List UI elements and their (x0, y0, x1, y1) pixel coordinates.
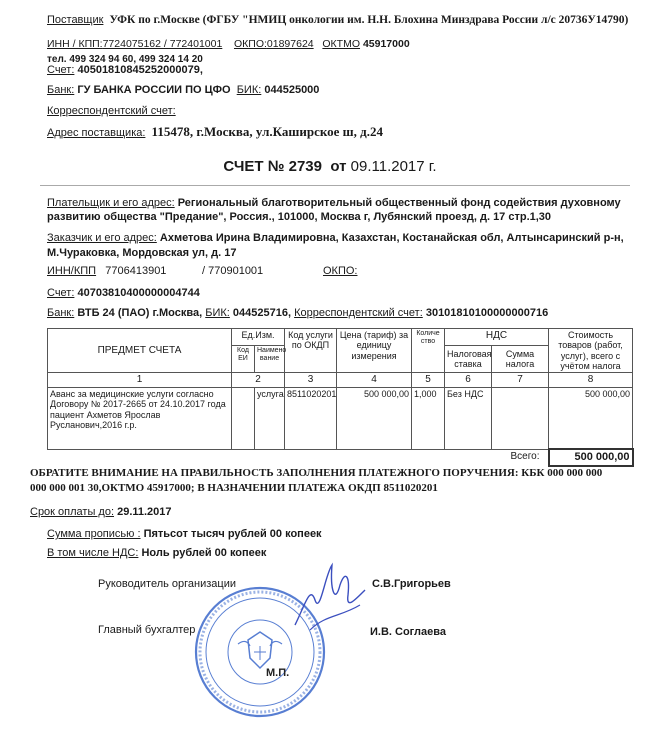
supplier-inn-value: 7724075162 / 772401001 (102, 38, 223, 50)
customer-bik-value: 044525716, (232, 307, 292, 319)
customer-inn-label: ИНН/КПП (47, 265, 97, 277)
row-qty: 1,000 (412, 387, 445, 449)
customer-inn-value: 7706413901 (105, 265, 167, 277)
customer-text-1: Ахметова Ирина Владимировна, Казахстан, Костанайская обл, Алтынсаринский р-н, (159, 232, 624, 244)
th-subject: ПРЕДМЕТ СЧЕТА (48, 329, 232, 373)
accountant-label: Главный бухгалтер (98, 624, 196, 636)
row-total: 500 000,00 (549, 387, 633, 449)
vat-line (47, 547, 266, 559)
col-number: 7 (492, 373, 549, 388)
supplier-label: Поставщик (47, 14, 104, 26)
row-vat-rate: Без НДС (445, 387, 492, 449)
customer-account-line (47, 287, 200, 299)
row-unit-name: услуга (255, 387, 285, 449)
total-value: 500 000,00 (549, 449, 633, 466)
notice-line-2: 000 000 001 30,ОКТМО 45917000; В НАЗНАЧЕНИИ ПЛАТЕЖА ОКДП 8511020201 (30, 482, 438, 494)
supplier-inn-label: ИНН / КПП: (47, 38, 103, 50)
supplier-bank-value: ГУ БАНКА РОССИИ ПО ЦФО (77, 84, 231, 96)
total-label: Всего: (510, 450, 540, 462)
supplier-account-line (47, 64, 203, 76)
supplier-bank-line (47, 84, 319, 96)
vat-value: Ноль рублей 00 копеек (141, 547, 267, 559)
accountant-name: И.В. Соглаева (370, 626, 446, 638)
th-service-code: Код услуги по ОКДП (285, 329, 337, 373)
customer-bik-label: БИК: (205, 307, 230, 319)
supplier-bik-label: БИК: (236, 84, 262, 96)
row-unit-code (232, 387, 255, 449)
table-row (48, 387, 633, 449)
th-unit-name: Наимено вание (255, 345, 285, 373)
notice-line-1: ОБРАТИТЕ ВНИМАНИЕ НА ПРАВИЛЬНОСТЬ ЗАПОЛНЕНИЯ ПЛАТЕЖНОГО ПОРУЧЕНИЯ: КБК 000 000 000 (30, 467, 603, 479)
th-vat-rate: Налоговая ставка (445, 345, 492, 373)
due-line (30, 506, 172, 518)
invoice-table (47, 328, 634, 467)
customer-kpp-value: / 770901001 (202, 265, 264, 277)
col-number: 6 (445, 373, 492, 388)
customer-bank-line (47, 307, 548, 319)
row-subject: Аванс за медицинские услуги согласно Договору № 2017-2665 от 24.10.2017 года пациент Ахметов Ярослав Русланович,2016 г.р. (48, 387, 232, 449)
col-number: 5 (412, 373, 445, 388)
invoice-date: 09.11.2017 г. (350, 158, 437, 175)
invoice-from: от (330, 158, 347, 175)
invoice-number: 2739 (288, 158, 322, 175)
th-unit: Ед.Изм. (232, 329, 285, 346)
signature-head (290, 555, 370, 635)
head-name: С.В.Григорьев (372, 578, 451, 590)
customer-okpo-label: ОКПО: (323, 265, 358, 277)
supplier-account-label: Счет: (47, 64, 75, 76)
supplier-okpo-label: ОКПО: (233, 38, 267, 50)
payer-text-1: Региональный благотворительный общественный фонд содействия духовному (177, 197, 621, 209)
supplier-inn-line (47, 38, 410, 50)
customer-bank-label: Банк: (47, 307, 75, 319)
supplier-oktmo-label: ОКТМО (322, 38, 361, 50)
words-value: Пятьсот тысяч рублей 00 копеек (143, 528, 322, 540)
supplier-oktmo-value: 45917000 (362, 38, 410, 50)
supplier-phone: тел. 499 324 94 60, 499 324 14 20 (47, 54, 203, 65)
supplier-bank-label: Банк: (47, 84, 75, 96)
invoice-title (0, 158, 660, 175)
header-divider (40, 185, 630, 186)
row-price: 500 000,00 (337, 387, 412, 449)
col-number: 2 (232, 373, 285, 388)
col-number: 8 (549, 373, 633, 388)
supplier-corr-label: Корреспондентский счет: (47, 105, 176, 117)
invoice-title-prefix: СЧЕТ № (223, 158, 285, 175)
words-label: Сумма прописью : (47, 528, 141, 540)
table-header-row-1 (48, 329, 633, 346)
customer-line-1 (47, 232, 624, 244)
customer-label: Заказчик и его адрес: (47, 232, 157, 244)
vat-label: В том числе НДС: (47, 547, 139, 559)
customer-account-label: Счет: (47, 287, 75, 299)
payer-line-1 (47, 197, 621, 209)
supplier-line (47, 14, 628, 26)
col-number: 4 (337, 373, 412, 388)
due-label: Срок оплаты до: (30, 506, 115, 518)
customer-account-value: 40703810400000004744 (77, 287, 200, 299)
th-qty: Количе ство (412, 329, 445, 373)
payer-text-2: развитию общества "Предание", Россия., 101000, Москва г, Лубянский проезд, д. 17 стр.1,30 (47, 211, 552, 223)
stamp-mp: М.П. (266, 667, 290, 679)
th-unit-code: Код ЕИ (232, 345, 255, 373)
th-vat: НДС (445, 329, 549, 346)
payer-label: Плательщик и его адрес: (47, 197, 175, 209)
table-total-row (48, 449, 633, 466)
th-total: Стоимость товаров (работ, услуг), всего с учётом налога (549, 329, 633, 373)
customer-text-2: М.Чураковка, Мордовская ул, д. 17 (47, 247, 237, 259)
supplier-okpo-value: 01897624 (266, 38, 314, 50)
th-price: Цена (тариф) за единицу измерения (337, 329, 412, 373)
th-vat-sum: Сумма налога (492, 345, 549, 373)
customer-corr-label: Корреспондентский счет: (294, 307, 423, 319)
supplier-address-value: 115478, г.Москва, ул.Каширское ш, д.24 (151, 124, 383, 139)
due-date: 29.11.2017 (117, 506, 172, 518)
customer-bank-value: ВТБ 24 (ПАО) г.Москва, (77, 307, 203, 319)
supplier-address-line (47, 124, 383, 140)
table-col-numbers (48, 373, 633, 388)
supplier-bik-value: 044525000 (264, 84, 320, 96)
col-number: 1 (48, 373, 232, 388)
head-label: Руководитель организации (98, 578, 237, 590)
supplier-address-label: Адрес поставщика: (47, 127, 146, 139)
customer-inn-line (47, 265, 447, 277)
row-vat-sum (492, 387, 549, 449)
row-service-code: 8511020201 (285, 387, 337, 449)
supplier-account-value: 40501810845252000079, (77, 64, 203, 76)
col-number: 3 (285, 373, 337, 388)
supplier-name: УФК по г.Москве (ФГБУ "НМИЦ онкологии им. Н.Н. Блохина Минздрава России л/с 20736У14790) (109, 14, 629, 26)
customer-corr-value: 30101810100000000716 (425, 307, 549, 319)
words-line (47, 528, 322, 540)
